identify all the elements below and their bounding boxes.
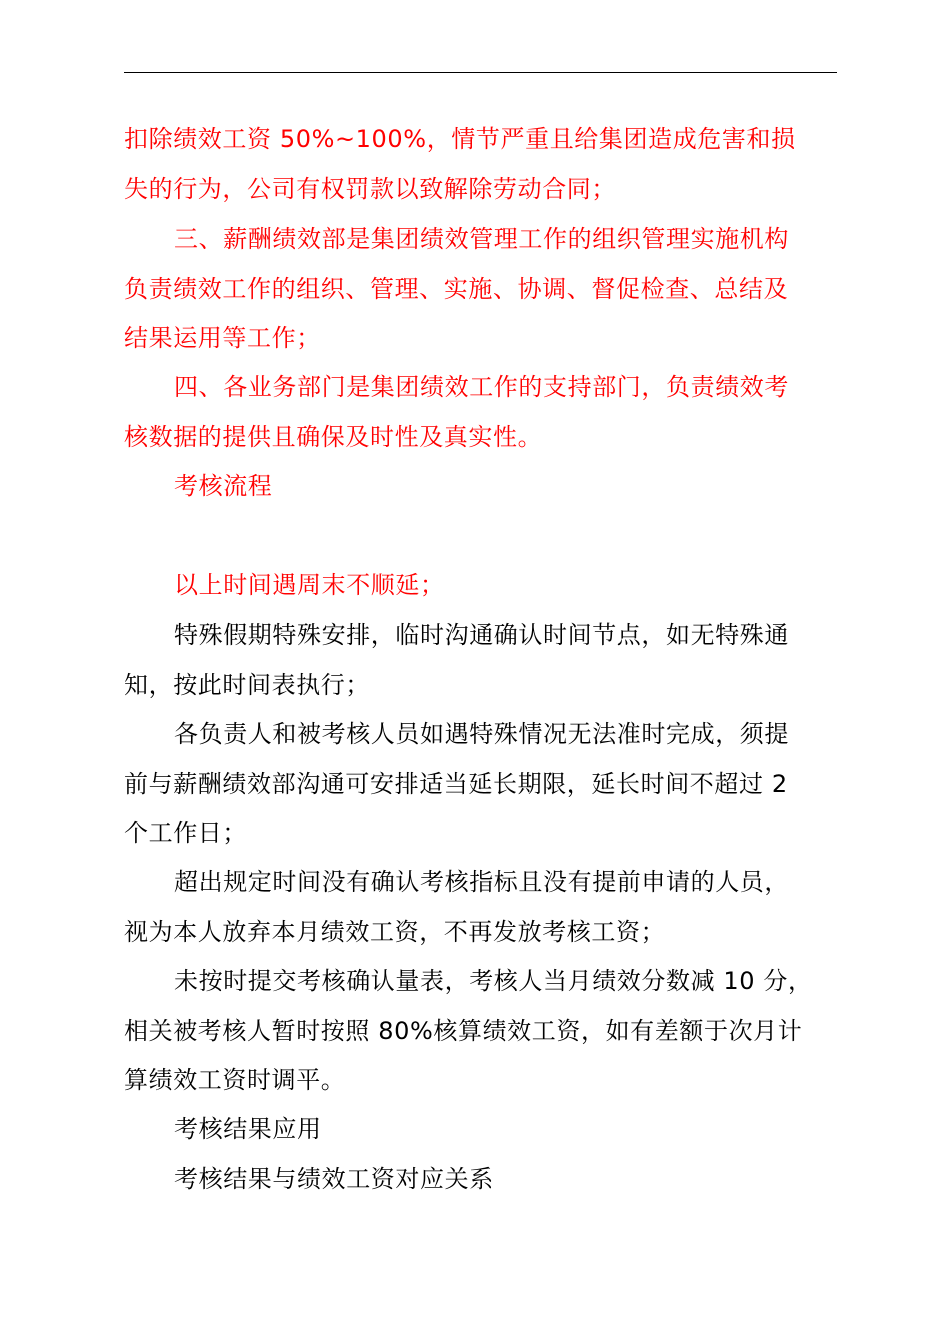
section-heading: 考核结果应用 (174, 1115, 322, 1143)
text-line: 负责绩效工作的组织、管理、实施、协调、督促检查、总结及 (124, 275, 789, 303)
section-heading: 考核结果与绩效工资对应关系 (174, 1165, 494, 1193)
text-line: 知，按此时间表执行； (124, 671, 370, 699)
text-line: 前与薪酬绩效部沟通可安排适当延长期限，延长时间不超过 2 (124, 770, 788, 798)
text-line: 扣除绩效工资 50%~100%，情节严重且给集团造成危害和损 (124, 125, 796, 153)
text-line: 算绩效工资时调平。 (124, 1066, 346, 1094)
section-heading: 考核流程 (174, 472, 273, 500)
text-line: 四、各业务部门是集团绩效工作的支持部门，负责绩效考 (174, 373, 789, 401)
text-line: 结果运用等工作； (124, 324, 321, 352)
text-line: 以上时间遇周末不顺延； (174, 571, 445, 599)
text-line: 个工作日； (124, 819, 247, 847)
text-line: 视为本人放弃本月绩效工资，不再发放考核工资； (124, 918, 666, 946)
text-line: 未按时提交考核确认量表，考核人当月绩效分数减 10 分， (174, 967, 813, 995)
text-line: 各负责人和被考核人员如遇特殊情况无法准时完成，须提 (174, 720, 789, 748)
text-line: 超出规定时间没有确认考核指标且没有提前申请的人员， (174, 868, 789, 896)
text-line: 核数据的提供且确保及时性及真实性。 (124, 423, 543, 451)
text-line: 相关被考核人暂时按照 80%核算绩效工资，如有差额于次月计 (124, 1017, 803, 1045)
header-rule (124, 72, 837, 73)
text-line: 三、薪酬绩效部是集团绩效管理工作的组织管理实施机构 (174, 225, 789, 253)
text-line: 特殊假期特殊安排，临时沟通确认时间节点，如无特殊通 (174, 621, 789, 649)
text-line: 失的行为，公司有权罚款以致解除劳动合同； (124, 175, 616, 203)
